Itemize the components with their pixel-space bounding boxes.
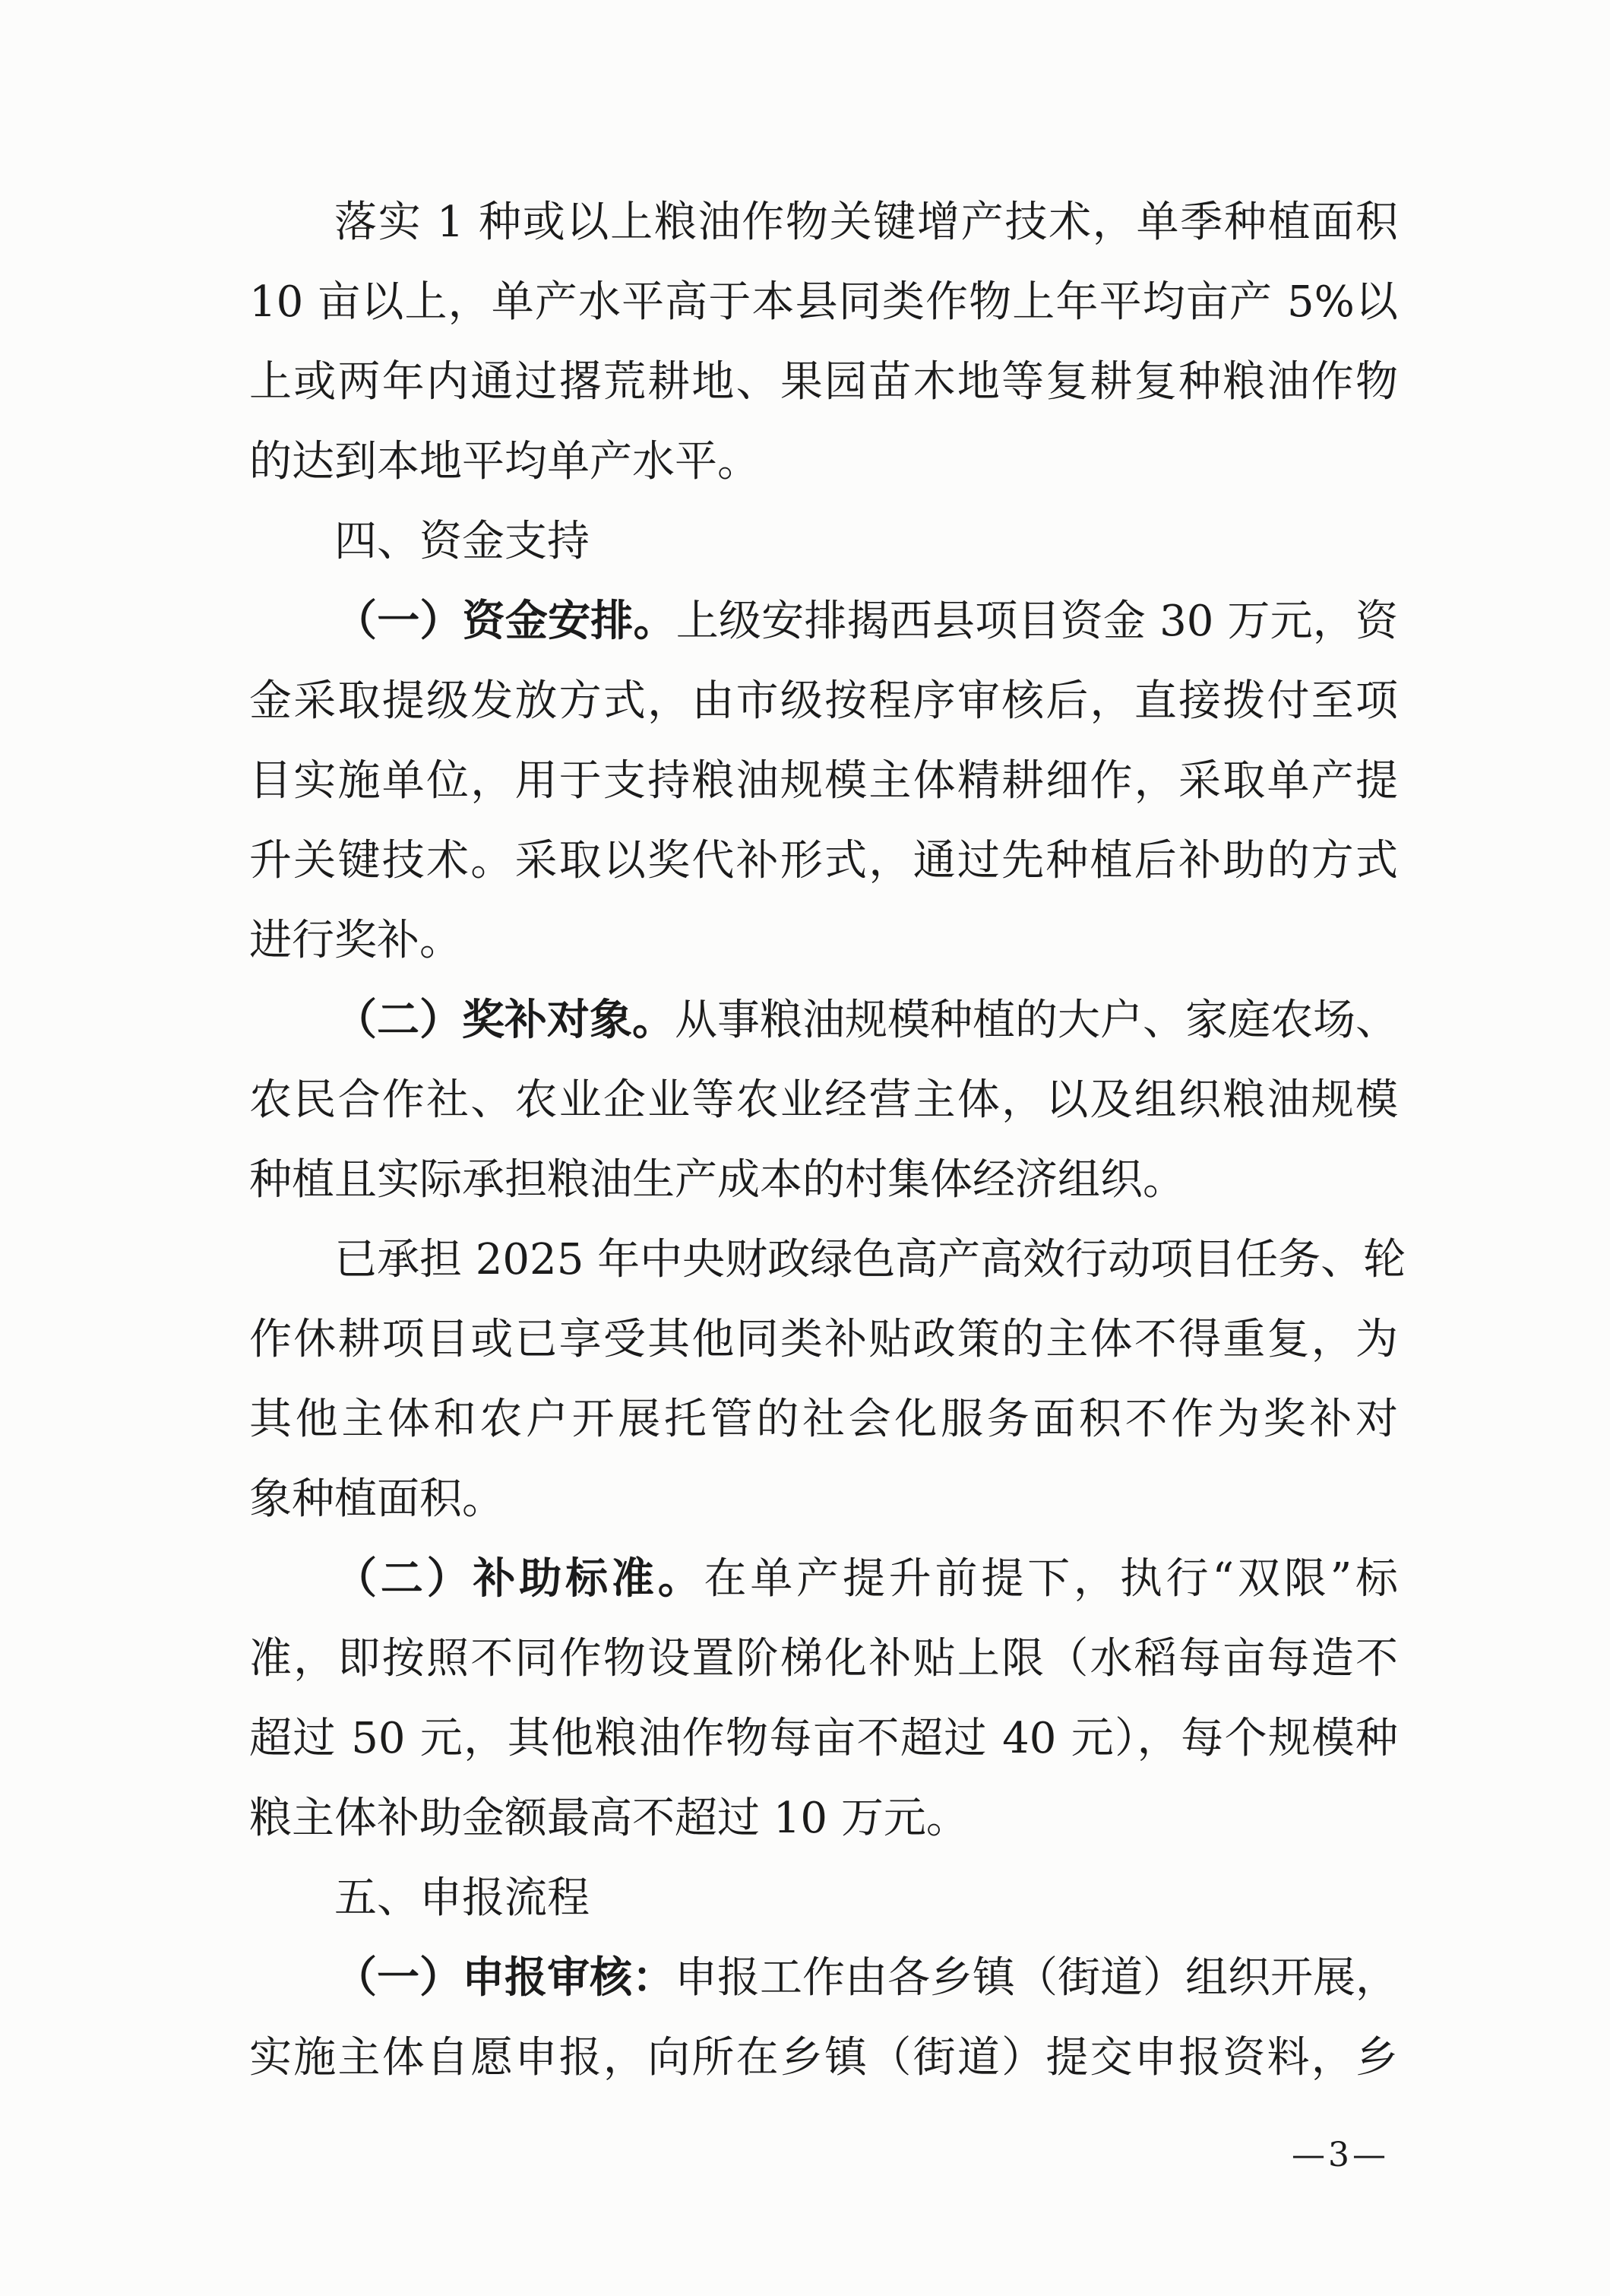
text-line: 金采取提级发放方式，由市级按程序审核后，直接拨付至项 — [249, 676, 1398, 726]
text-line — [249, 581, 1398, 661]
text-line — [249, 1539, 1398, 1619]
text-line: 粮主体补助金额最高不超过 10 万元。 — [249, 1794, 969, 1843]
text-line: 目实施单位，用于支持粮油规模主体精耕细作，采取单产提 — [249, 756, 1398, 806]
document-body — [249, 182, 1406, 2098]
text-line: 的达到本地平均单产水平。 — [249, 437, 760, 486]
text-line: 升关键技术。采取以奖代补形式，通过先种植后补助的方式 — [249, 836, 1398, 885]
text-line: 进行奖补。 — [249, 916, 462, 965]
subsection-lead-standard: （二）补助标准。 — [334, 1553, 704, 1604]
text-span: 从事粮油规模种植的大户、家庭农场、 — [675, 996, 1398, 1045]
subsection-lead-funding: （一）资金安排。 — [334, 596, 676, 646]
text-line: 农民合作社、农业企业等农业经营主体，以及组织粮油规模 — [249, 1075, 1398, 1125]
text-line: 作休耕项目或已享受其他同类补贴政策的主体不得重复，为 — [249, 1315, 1398, 1364]
section-heading-4: 四、资金支持 — [334, 517, 590, 566]
text-line: 已承担 2025 年中央财政绿色高产高效行动项目任务、轮 — [334, 1235, 1406, 1284]
text-line: 10 亩以上，单产水平高于本县同类作物上年平均亩产 5%以 — [249, 277, 1398, 327]
text-span: 在单产提升前提下，执行“双限”标 — [704, 1554, 1399, 1604]
text-line: 准，即按照不同作物设置阶梯化补贴上限（水稻每亩每造不 — [249, 1634, 1398, 1683]
page-number: —3— — [1292, 2136, 1389, 2174]
text-line: 落实 1 种或以上粮油作物关键增产技术，单季种植面积 — [334, 198, 1398, 247]
section-heading-5: 五、申报流程 — [334, 1873, 590, 1923]
text-line: 上或两年内通过撂荒耕地、果园苗木地等复耕复种粮油作物 — [249, 357, 1398, 407]
text-line: 实施主体自愿申报，向所在乡镇（街道）提交申报资料，乡 — [249, 2033, 1398, 2082]
text-line: 其他主体和农户开展托管的社会化服务面积不作为奖补对 — [249, 1395, 1398, 1444]
subsection-lead-targets: （二）奖补对象。 — [334, 995, 675, 1045]
text-line — [249, 980, 1398, 1060]
text-line: 象种植面积。 — [249, 1474, 505, 1524]
text-line — [249, 1938, 1398, 2018]
text-line: 超过 50 元，其他粮油作物每亩不超过 40 元），每个规模种 — [249, 1714, 1398, 1763]
text-span: 上级安排揭西县项目资金 30 万元，资 — [675, 597, 1399, 646]
text-span: 申报工作由各乡镇（街道）组织开展， — [675, 1953, 1398, 2003]
subsection-lead-review: （一）申报审核： — [334, 1952, 675, 2003]
text-line: 种植且实际承担粮油生产成本的村集体经济组织。 — [249, 1155, 1185, 1205]
